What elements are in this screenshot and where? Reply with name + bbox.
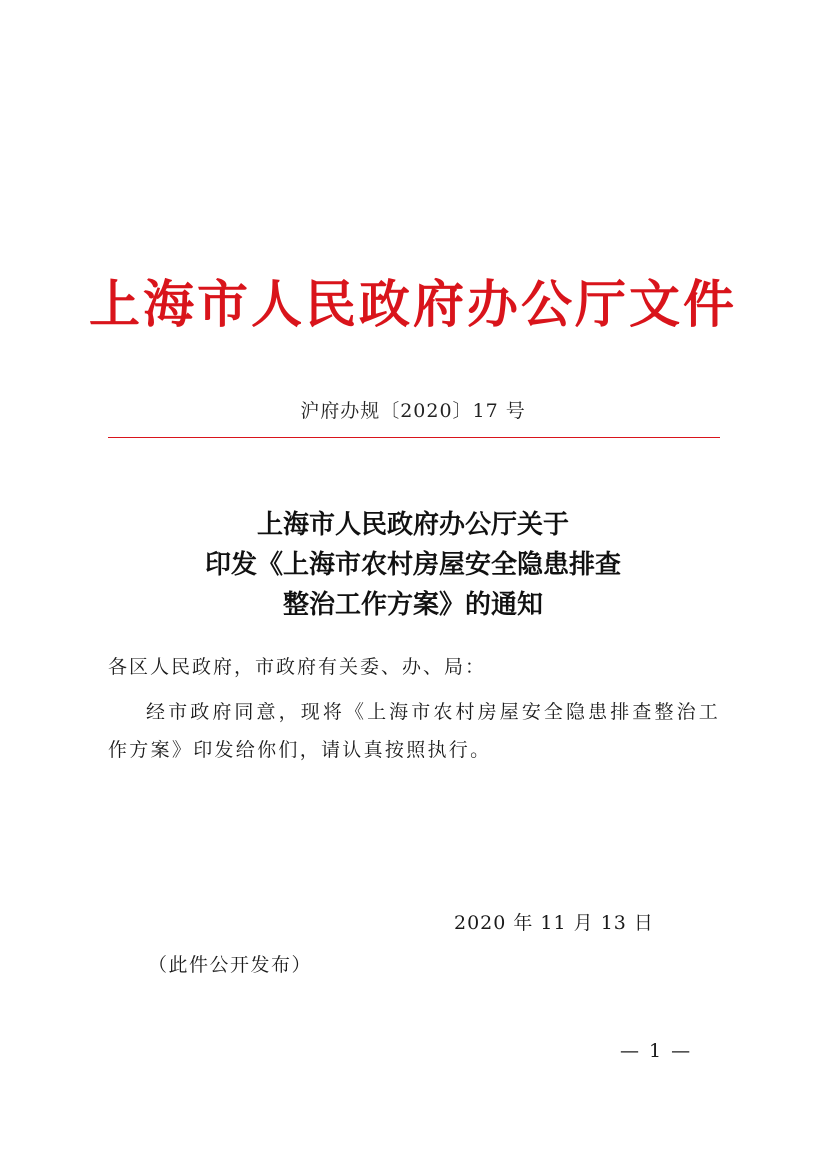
publish-note: （此件公开发布） [148, 954, 313, 976]
notice-title-line-3: 整治工作方案》的通知 [282, 590, 543, 620]
recipients: 各区人民政府，市政府有关委、办、局： [108, 656, 487, 678]
notice-title-line-1: 上海市人民政府办公厅关于 [256, 510, 569, 540]
notice-title-line-2: 印发《上海市农村房屋安全隐患排查 [204, 550, 621, 580]
masthead-title: 上海市人民政府办公厅文件 [88, 275, 737, 335]
notice-title [0, 505, 826, 625]
document-number: 沪府办规〔2020〕17 号 [300, 400, 526, 422]
issue-date: 2020 年 11 月 13 日 [454, 912, 654, 934]
page-number: — 1 — [620, 1040, 693, 1062]
body-paragraph: 经市政府同意，现将《上海市农村房屋安全隐患排查整治工作方案》印发给你们，请认真按照执行。 [108, 701, 720, 761]
red-divider-line [108, 437, 720, 438]
